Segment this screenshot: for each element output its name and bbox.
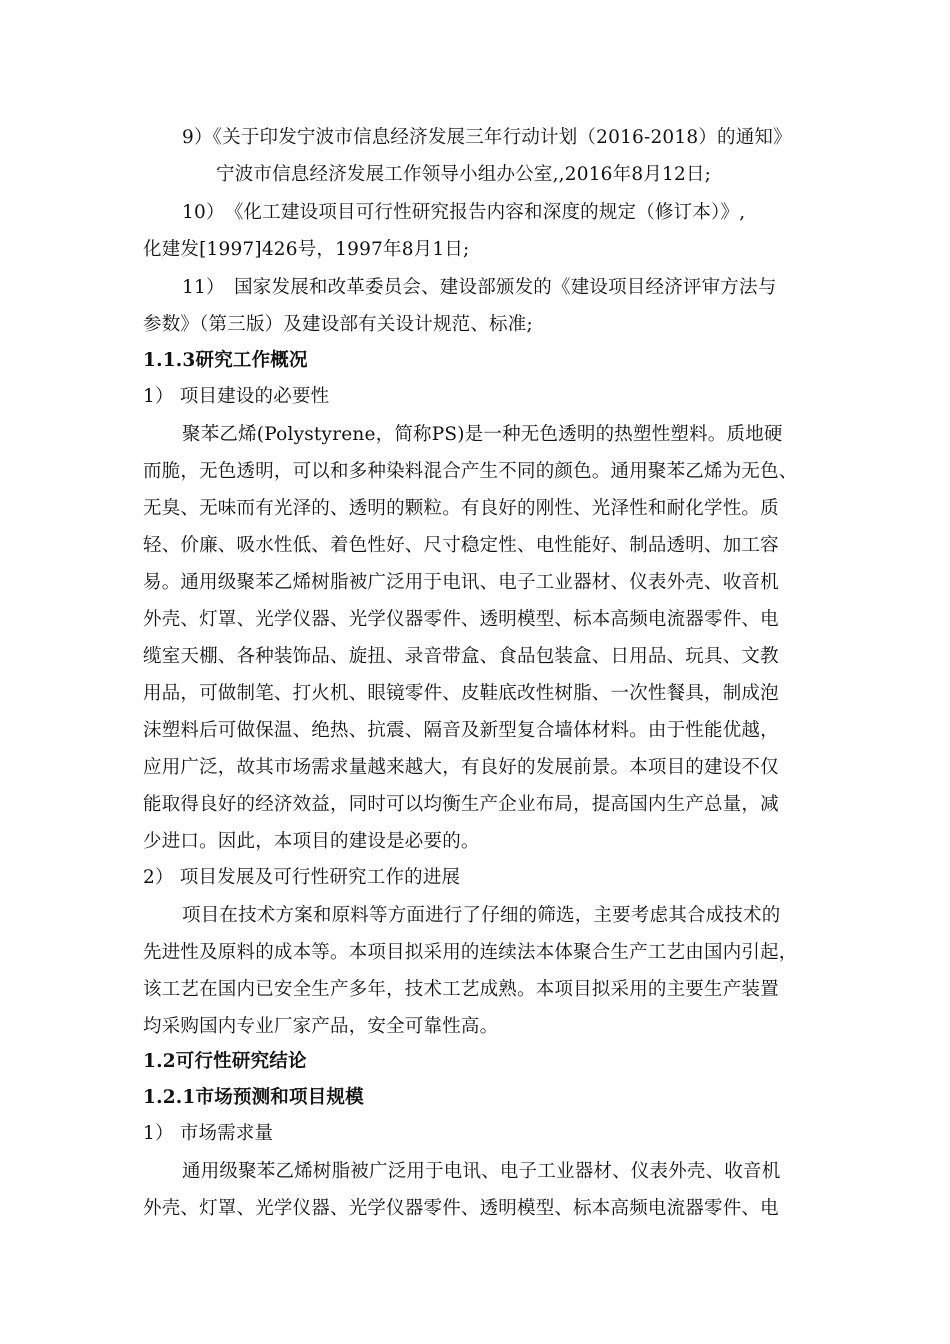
subheading-necessity: 1） 项目建设的必要性 [143,386,330,407]
section-heading-1-2-1: 1.2.1市场预测和项目规模 [143,1087,364,1108]
paragraph-line: 通用级聚苯乙烯树脂被广泛用于电讯、电子工业器材、仪表外壳、收音机 [182,1161,781,1182]
reference-10-cont: 化建发[1997]426号，1997年8月1日; [143,239,470,260]
paragraph-line: 能取得良好的经济效益，同时可以均衡生产企业布局，提高国内生产总量，减 [143,794,779,815]
reference-11-cont: 参数》（第三版）及建设部有关设计规范、标准; [143,314,533,335]
paragraph-line: 外壳、灯罩、光学仪器、光学仪器零件、透明模型、标本高频电流器零件、电 [143,609,779,630]
paragraph-line: 项目在技术方案和原料等方面进行了仔细的筛选，主要考虑其合成技术的 [182,905,781,926]
section-heading-1-1-3: 1.1.3研究工作概况 [143,350,308,371]
paragraph-line: 而脆，无色透明，可以和多种染料混合产生不同的颜色。通用聚苯乙烯为无色、 [143,461,798,482]
reference-11: 11） 国家发展和改革委员会、建设部颁发的《建设项目经济评审方法与 [182,277,777,298]
paragraph-line: 外壳、灯罩、光学仪器、光学仪器零件、透明模型、标本高频电流器零件、电 [143,1198,779,1219]
paragraph-line: 少进口。因此，本项目的建设是必要的。 [143,831,480,852]
paragraph-line: 易。通用级聚苯乙烯树脂被广泛用于电讯、电子工业器材、仪表外壳、收音机 [143,572,779,593]
paragraph-line: 聚苯乙烯(Polystyrene，简称PS)是一种无色透明的热塑性塑料。质地硬 [182,424,783,445]
section-heading-1-2: 1.2可行性研究结论 [143,1051,307,1072]
paragraph-line: 该工艺在国内已安全生产多年，技术工艺成熟。本项目拟采用的主要生产装置 [143,979,779,1000]
paragraph-line: 沫塑料后可做保温、绝热、抗震、隔音及新型复合墙体材料。由于性能优越， [143,720,779,741]
reference-10: 10） 《化工建设项目可行性研究报告内容和深度的规定（修订本）》, [182,202,746,223]
subheading-progress: 2） 项目发展及可行性研究工作的进展 [143,867,461,888]
paragraph-line: 应用广泛，故其市场需求量越来越大，有良好的发展前景。本项目的建设不仅 [143,757,779,778]
reference-9-issuer: 宁波市信息经济发展工作领导小组办公室,,2016年8月12日; [216,164,712,185]
paragraph-line: 均采购国内专业厂家产品，安全可靠性高。 [143,1016,499,1037]
paragraph-line: 用品，可做制笔、打火机、眼镜零件、皮鞋底改性树脂、一次性餐具，制成泡 [143,683,779,704]
paragraph-line: 缆室天棚、各种装饰品、旋扭、录音带盒、食品包装盒、日用品、玩具、文教 [143,646,779,667]
subheading-market-demand: 1） 市场需求量 [143,1123,274,1144]
reference-9: 9）《关于印发宁波市信息经济发展三年行动计划（2016-2018）的通知》 [182,127,792,148]
paragraph-line: 先进性及原料的成本等。本项目拟采用的连续法本体聚合生产工艺由国内引起， [143,942,798,963]
paragraph-line: 轻、价廉、吸水性低、着色性好、尺寸稳定性、电性能好、制品透明、加工容 [143,535,779,556]
paragraph-line: 无臭、无味而有光泽的、透明的颗粒。有良好的刚性、光泽性和耐化学性。质 [143,498,779,519]
